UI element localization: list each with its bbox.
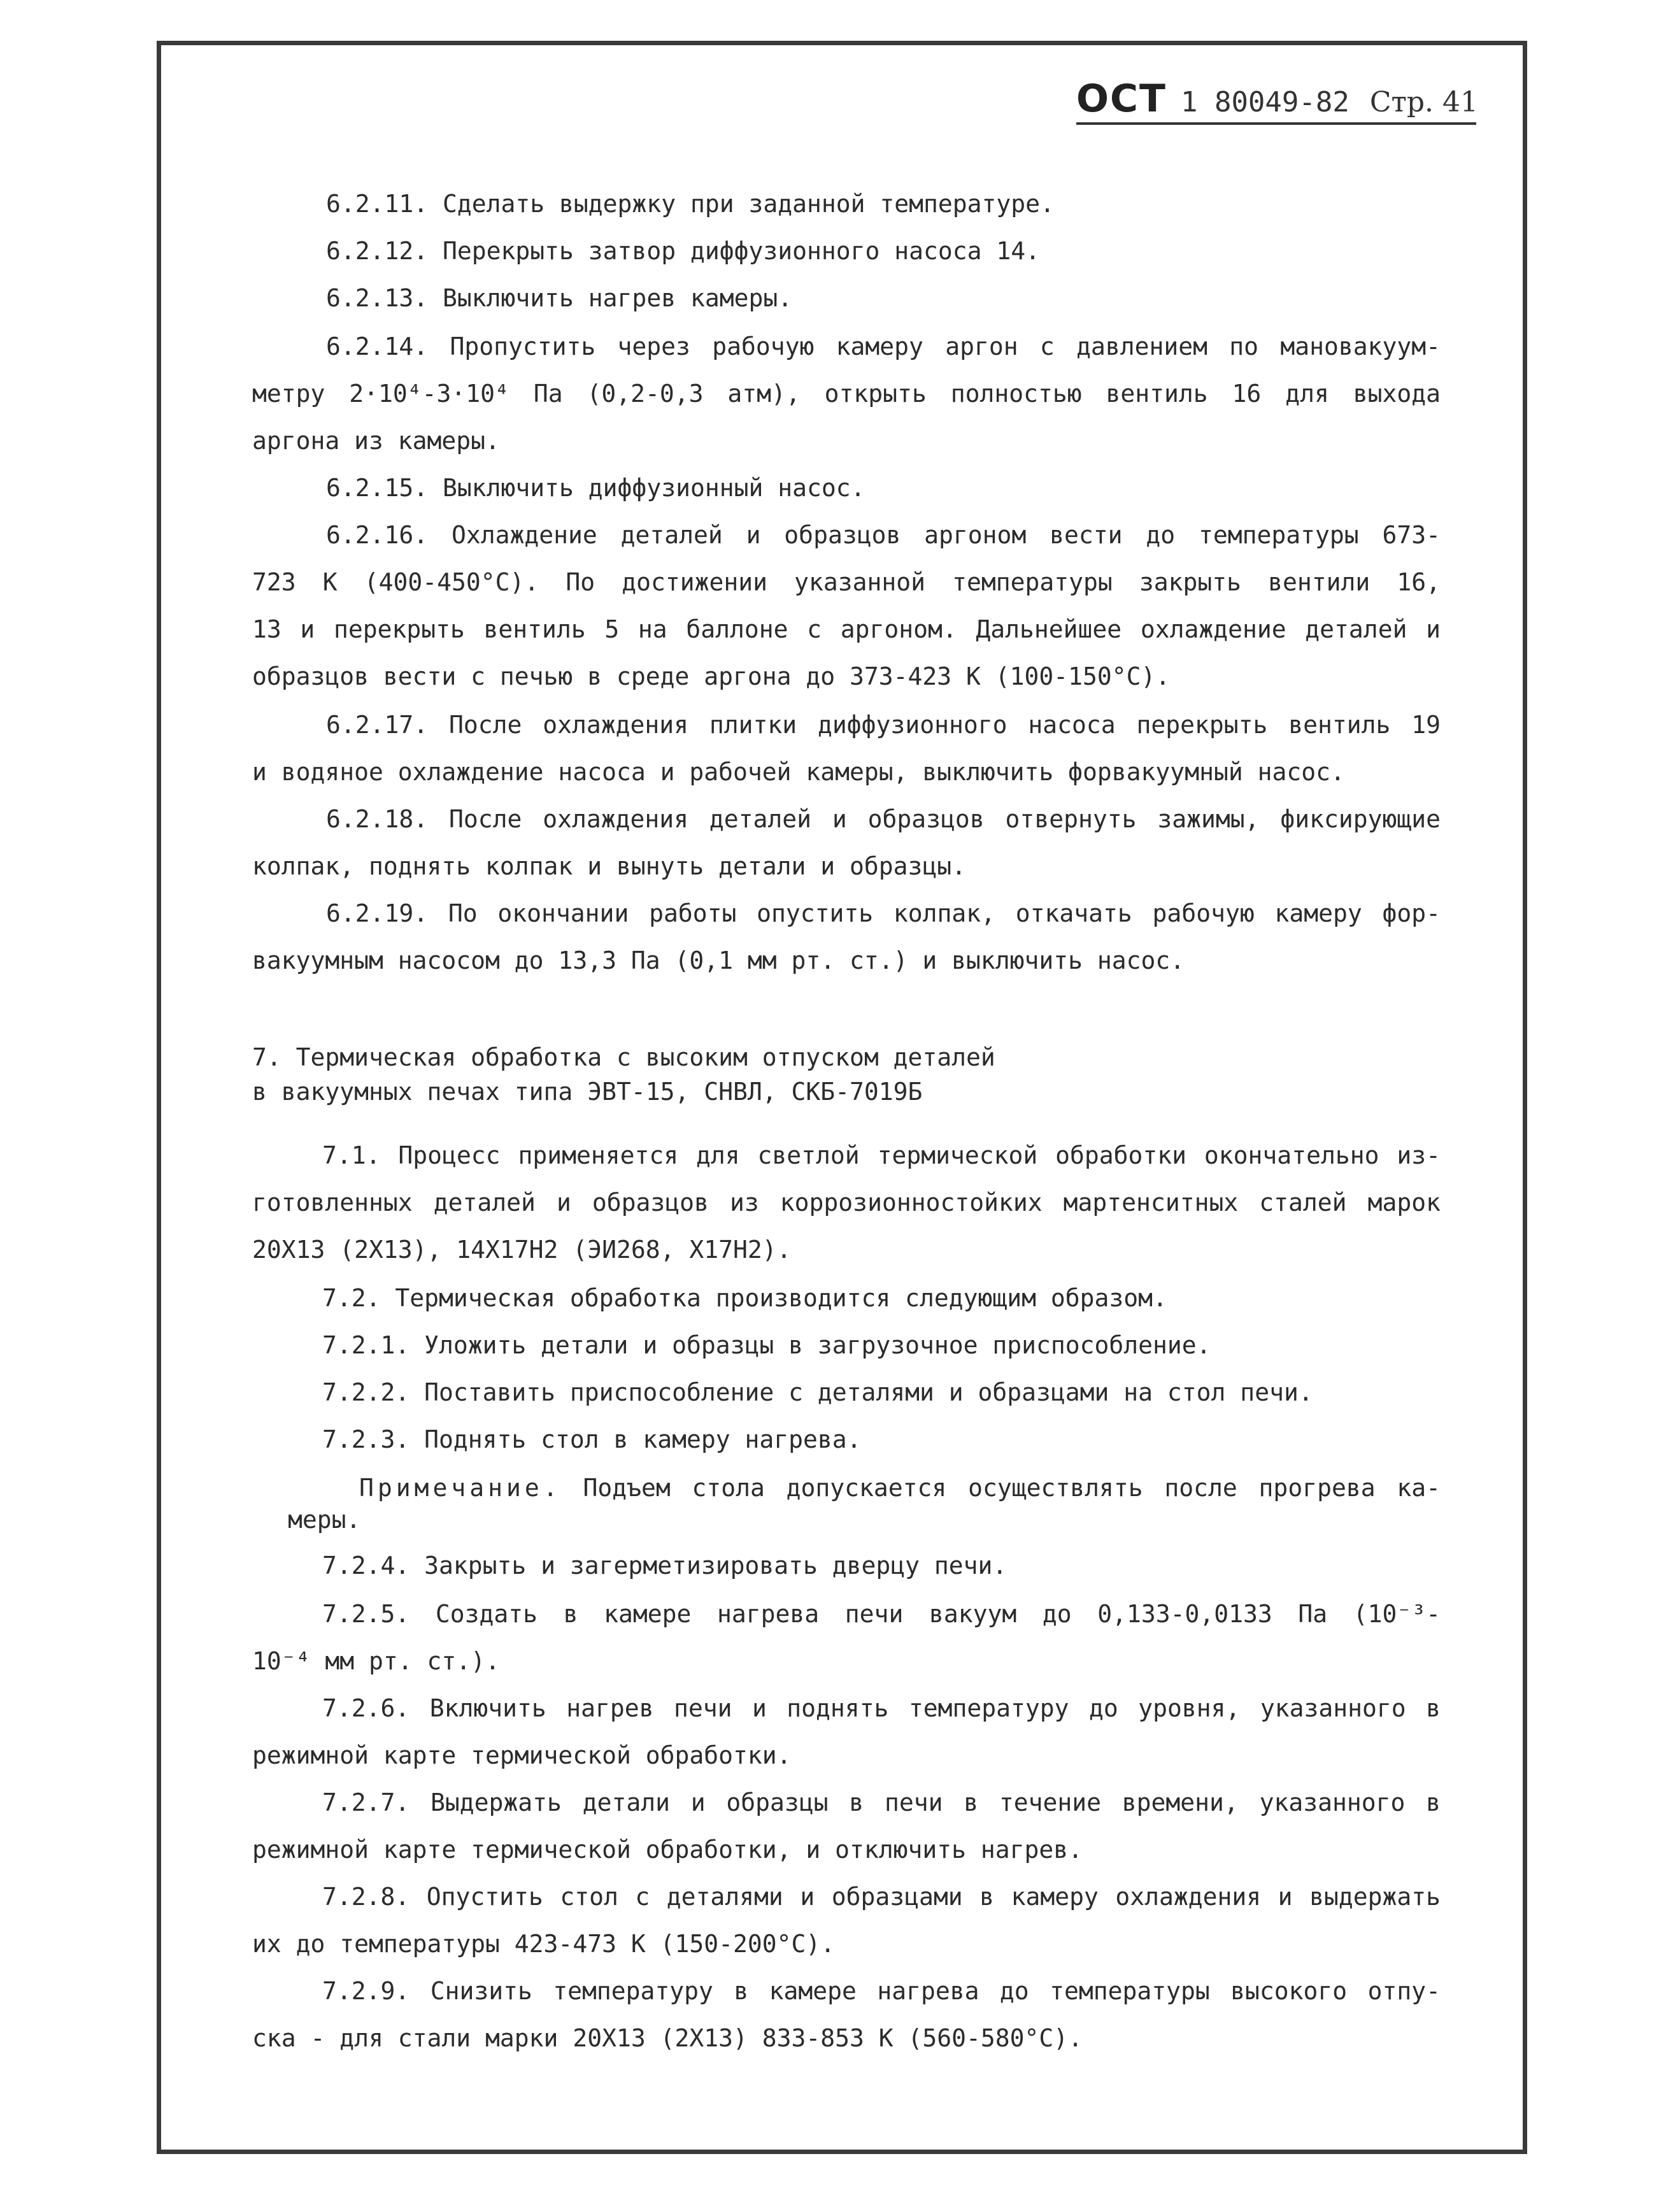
para-6-2-16-line-3: 13 и перекрыть вентиль 5 на баллоне с аргоном. Дальнейшее охлаждение деталей и bbox=[252, 615, 1441, 643]
para-6-2-13-line-1: 6.2.13. Выключить нагрев камеры. bbox=[326, 284, 793, 312]
para-6-2-19-line-1: 6.2.19. По окончании работы опустить колпак, откачать рабочую камеру фор- bbox=[326, 899, 1441, 927]
para-6-2-14-line-1: 6.2.14. Пропустить через рабочую камеру аргон с давлением по мановакуум- bbox=[326, 332, 1441, 360]
para-6-2-12-line-1: 6.2.12. Перекрыть затвор диффузионного насоса 14. bbox=[326, 237, 1041, 265]
para-7-2-8-line-1: 7.2.8. Опустить стол с деталями и образцами в камеру охлаждения и выдержать bbox=[322, 1883, 1441, 1911]
section-7-heading-line-2: в вакуумных печах типа ЭВТ-15, СНВЛ, СКБ-7019Б bbox=[252, 1078, 923, 1106]
para-7-2-5-line-2: 10⁻⁴ мм рт. ст.). bbox=[252, 1647, 500, 1675]
note-line-2: меры. bbox=[288, 1506, 361, 1534]
document-header bbox=[1076, 76, 1479, 125]
para-7-2-9-line-2: ска - для стали марки 20Х13 (2Х13) 833-853 К (560-580°С). bbox=[252, 2024, 1083, 2052]
para-7-2-1-line-1: 7.2.1. Уложить детали и образцы в загрузочное приспособление. bbox=[322, 1331, 1211, 1359]
para-7-2-7-line-1: 7.2.7. Выдержать детали и образцы в печи в течение времени, указанного в bbox=[322, 1788, 1441, 1816]
para-6-2-11-line-1: 6.2.11. Сделать выдержку при заданной температуре. bbox=[326, 190, 1055, 218]
para-6-2-15-line-1: 6.2.15. Выключить диффузионный насос. bbox=[326, 474, 865, 502]
para-6-2-14-line-3: аргона из камеры. bbox=[252, 427, 500, 455]
para-6-2-19-line-2: вакуумным насосом до 13,3 Па (0,1 мм рт. ст.) и выключить насос. bbox=[252, 946, 1185, 974]
para-7-2-7-line-2: режимной карте термической обработки, и отключить нагрев. bbox=[252, 1836, 1083, 1864]
para-7-1-line-1: 7.1. Процесс применяется для светлой термической обработки окончательно из- bbox=[322, 1141, 1441, 1169]
para-7-1-line-2: готовленных деталей и образцов из коррозионностойких мартенситных сталей марок bbox=[252, 1188, 1441, 1217]
para-6-2-16-line-2: 723 К (400-450°С). По достижении указанной температуры закрыть вентили 16, bbox=[252, 568, 1441, 596]
para-7-2-6-line-1: 7.2.6. Включить нагрев печи и поднять температуру до уровня, указанного в bbox=[322, 1694, 1441, 1722]
section-7-heading-line-1: 7. Термическая обработка с высоким отпуском деталей bbox=[252, 1043, 995, 1071]
standard-code: ОСТ bbox=[1076, 76, 1167, 121]
para-7-1-line-3: 20Х13 (2Х13), 14Х17Н2 (ЭИ268, Х17Н2). bbox=[252, 1236, 792, 1264]
para-6-2-16-line-4: образцов вести с печью в среде аргона до 373-423 К (100-150°С). bbox=[252, 662, 1171, 690]
para-7-2-5-line-1: 7.2.5. Создать в камере нагрева печи вакуум до 0,133-0,0133 Па (10⁻³- bbox=[322, 1600, 1441, 1628]
para-7-2-4-line-1: 7.2.4. Закрыть и загерметизировать дверцу печи. bbox=[322, 1552, 1007, 1580]
para-6-2-17-line-2: и водяное охлаждение насоса и рабочей камеры, выключить форвакуумный насос. bbox=[252, 758, 1345, 786]
para-7-2-3-line-1: 7.2.3. Поднять стол в камеру нагрева. bbox=[322, 1425, 862, 1453]
note-label: Примечание. bbox=[359, 1474, 562, 1502]
para-6-2-18-line-2: колпак, поднять колпак и вынуть детали и образцы. bbox=[252, 852, 967, 880]
note-text-1: Подъем стола допускается осуществлять после прогрева ка- bbox=[583, 1474, 1441, 1502]
para-6-2-18-line-1: 6.2.18. После охлаждения деталей и образцов отвернуть зажимы, фиксирующие bbox=[326, 805, 1441, 833]
para-6-2-16-line-1: 6.2.16. Охлаждение деталей и образцов аргоном вести до температуры 673- bbox=[326, 521, 1441, 549]
para-7-2-6-line-2: режимной карте термической обработки. bbox=[252, 1741, 792, 1769]
standard-number: 1 80049-82 bbox=[1180, 86, 1349, 118]
para-7-2-8-line-2: их до температуры 423-473 К (150-200°С). bbox=[252, 1930, 836, 1958]
para-7-2-line-1: 7.2. Термическая обработка производится следующим образом. bbox=[322, 1284, 1167, 1312]
para-7-2-2-line-1: 7.2.2. Поставить приспособление с деталями и образцами на стол печи. bbox=[322, 1378, 1313, 1406]
page-number: Стр. 41 bbox=[1369, 86, 1479, 118]
para-6-2-17-line-1: 6.2.17. После охлаждения плитки диффузионного насоса перекрыть вентиль 19 bbox=[326, 711, 1441, 739]
para-6-2-14-line-2: метру 2·10⁴-3·10⁴ Па (0,2-0,3 атм), открыть полностью вентиль 16 для выхода bbox=[252, 380, 1441, 408]
note-line-1 bbox=[359, 1473, 1441, 1503]
para-7-2-9-line-1: 7.2.9. Снизить температуру в камере нагрева до температуры высокого отпу- bbox=[322, 1977, 1441, 2005]
